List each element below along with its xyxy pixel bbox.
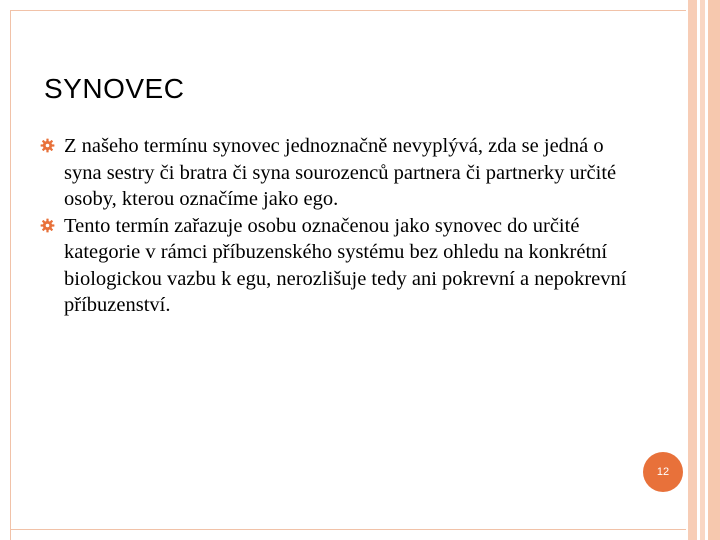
bullet-item	[40, 213, 640, 319]
bullet-text: Z našeho termínu synovec jednoznačně nevyplývá, zda se jedná o syna sestry či bratra či syna sourozenců partnera či partnerky určité osoby, kterou označíme jako ego.	[64, 135, 617, 210]
frame-left-line	[10, 10, 11, 540]
frame-bottom-line	[10, 529, 686, 530]
bullet-item	[40, 133, 640, 213]
bullet-text: Tento termín zařazuje osobu označenou jako synovec do určité kategorie v rámci příbuzenského systému bez ohledu na konkrétní biologickou vazbu k egu, nerozlišuje tedy ani pokrevní a nepokrevní příbuzenství.	[64, 214, 627, 316]
slide-title: SYNOVEC	[44, 73, 185, 104]
decorative-stripe	[688, 0, 697, 540]
decorative-stripe	[700, 0, 705, 540]
frame-top-line	[10, 10, 686, 11]
gear-icon	[40, 138, 55, 153]
decorative-stripe	[708, 0, 720, 540]
bullet-list	[40, 133, 640, 319]
page-number-badge	[643, 452, 683, 492]
gear-icon	[40, 218, 55, 233]
page-number: 12	[656, 466, 670, 478]
